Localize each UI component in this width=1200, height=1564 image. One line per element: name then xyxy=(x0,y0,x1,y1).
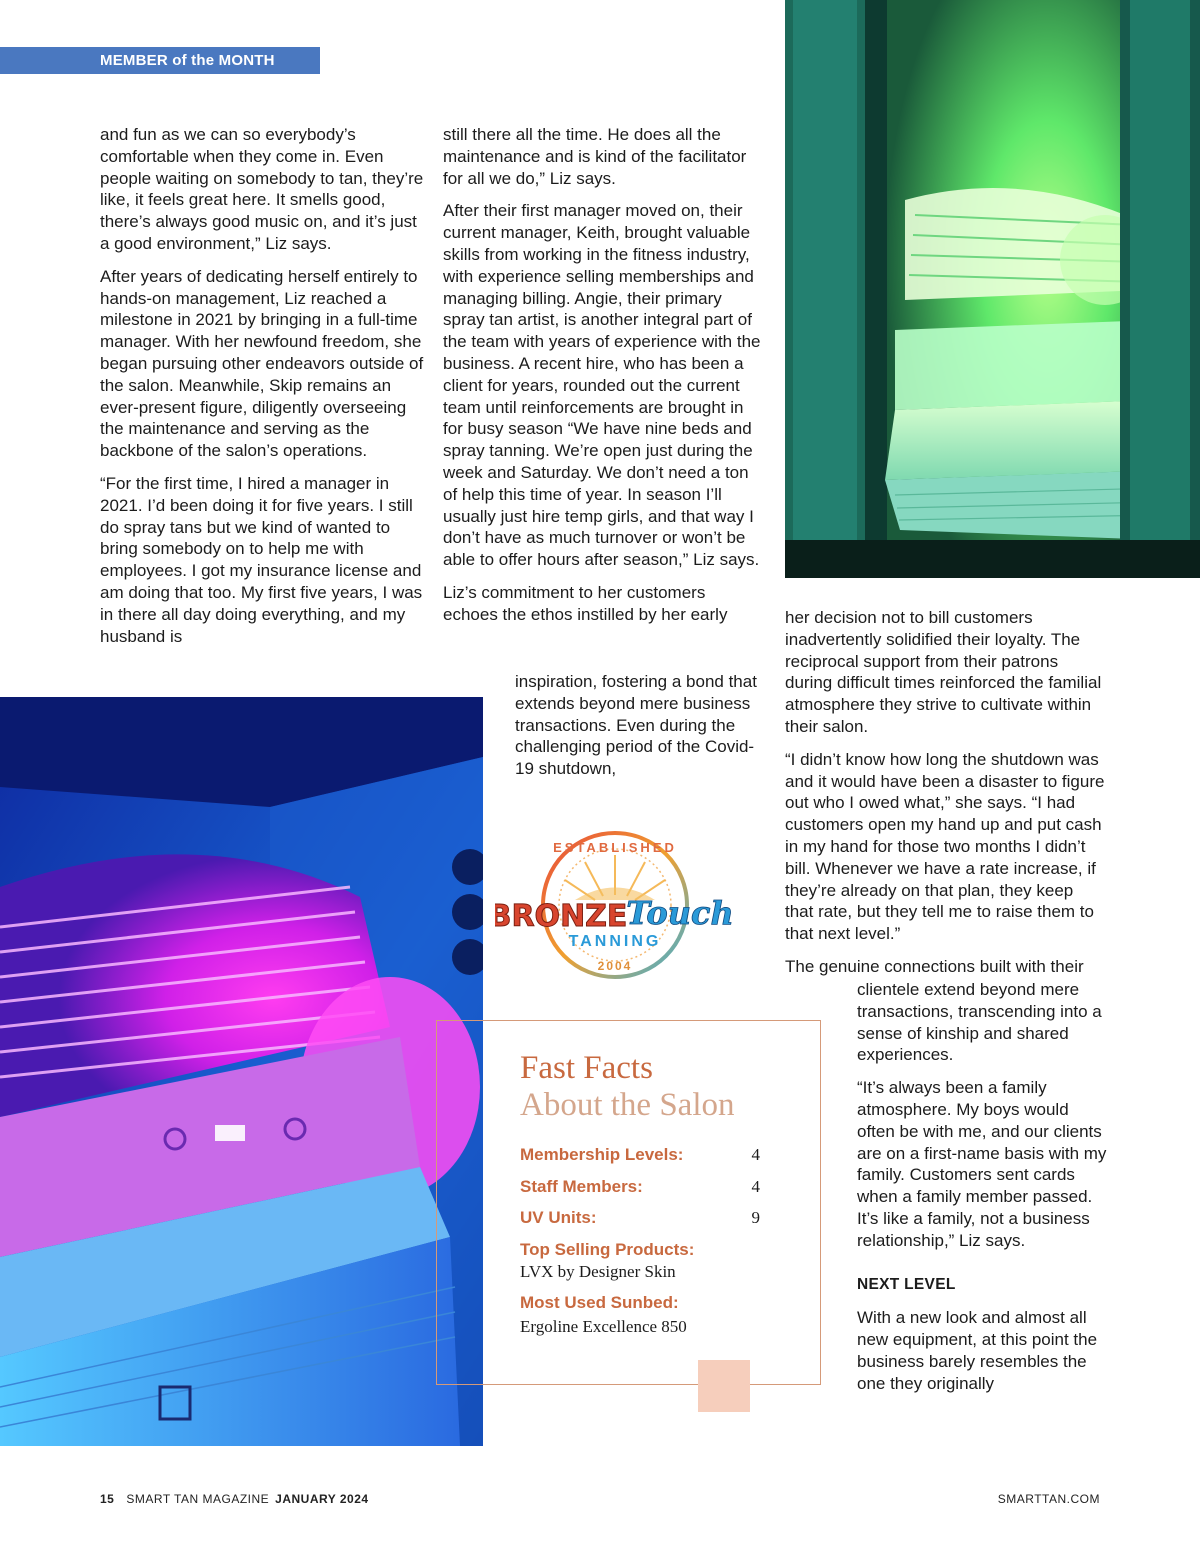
subheading-next-level: NEXT LEVEL xyxy=(857,1275,956,1293)
paragraph: “It’s always been a family atmosphere. My boys would often be with me, and our clients are on a first-name basis with my family. Customers sent cards when a family member passed. It’s like a family, not a business relationship,” Liz says. xyxy=(857,1078,1107,1250)
paragraph: After years of dedicating herself entirely to hands-on management, Liz reached a milestone in 2021 by bringing in a full-time manager. With her newfound freedom, she began pursuing other endeavors outside of the salon. Meanwhile, Skip remains an ever-present figure, diligently overseeing the maintenance and serving as the backbone of the salon’s operations. xyxy=(100,266,424,461)
logo-name-touch: Touch xyxy=(626,894,734,932)
paragraph: and fun as we can so everybody’s comfortable when they come in. Even people waiting on somebody to tan, they’re like, it feels great here. It smells good, there’s always good music on, and it’s just a good environment,” Liz says. xyxy=(100,125,424,253)
footer-site-link[interactable]: SMARTTAN.COM xyxy=(997,1492,1100,1506)
fast-facts-title xyxy=(520,1050,734,1124)
paragraph: still there all the time. He does all the maintenance and is kind of the facilitator for all we do,” Liz says. xyxy=(443,125,747,188)
fact-label: Top Selling Products: xyxy=(520,1240,695,1259)
fact-top-selling-products xyxy=(520,1240,760,1260)
paragraph: After their first manager moved on, their current manager, Keith, brought valuable skills from working in the fitness industry, with experience selling memberships and managing billing. Angie, their primary spray tan artist, is another integral part of the team with years of experience with the business. A recent hire, who has been a client for years, rounded out the current team until reinforcements are brought in for busy season “We have nine beds and spray tanning. We’re open just during the week and Saturday. We don’t need a ton of help this time of year. In season I’ll usually just hire temp girls, and that way I don’t have as much turnover or won’t be able to offer hours after season,” Liz says. xyxy=(443,201,761,570)
paragraph: her decision not to bill customers inadvertently solidified their loyalty. The reciprocal support from their patrons during difficult times reinforced the familial atmosphere they strive to cultivate within their salon. xyxy=(785,608,1102,736)
fast-facts-heading: Fast Facts xyxy=(520,1050,653,1086)
magazine-name: SMART TAN MAGAZINE xyxy=(126,1492,270,1506)
fact-membership-levels xyxy=(520,1145,760,1165)
section-label: MEMBER of the MONTH xyxy=(100,52,275,69)
logo-year: 2004 xyxy=(597,959,633,973)
fact-value: 4 xyxy=(751,1145,760,1164)
paragraph: inspiration, fostering a bond that extends beyond mere business transactions. Even during the challenging period of the Covid-19 shutdown, xyxy=(515,672,757,779)
purple-tanning-bed-photo xyxy=(0,697,483,1446)
paragraph: “I didn’t know how long the shutdown was and it would have been a disaster to figure out who I owed what,” she says. “I had customers open my hand up and put cash in my hand for those two months I didn’t bill. Whenever we have a rate increase, if they’re already on that plan, they keep that rate, but they tell me to raise them to that next level.” xyxy=(785,749,1105,944)
footer-left xyxy=(100,1492,369,1506)
paragraph: Liz’s commitment to her customers echoes the ethos instilled by her early xyxy=(443,582,728,624)
page-number: 15 xyxy=(100,1492,115,1506)
fact-most-used-sunbed xyxy=(520,1293,760,1313)
issue-date: JANUARY 2024 xyxy=(275,1492,369,1506)
fact-value: 9 xyxy=(751,1208,760,1227)
paragraph: clientele extend beyond mere transactions, transcending into a sense of kinship and shared experiences. xyxy=(857,980,1102,1065)
fast-facts-subheading: About the Salon xyxy=(520,1087,735,1123)
article-column-2-continued xyxy=(515,671,765,791)
fact-uv-units xyxy=(520,1208,760,1228)
fact-label: Most Used Sunbed: xyxy=(520,1293,679,1312)
article-column-1 xyxy=(100,124,425,658)
decorative-square xyxy=(698,1360,750,1412)
article-column-2 xyxy=(443,124,763,626)
article-column-3 xyxy=(785,607,1105,978)
fact-top-selling-value: LVX by Designer Skin xyxy=(520,1262,676,1281)
logo-established: ESTABLISHED xyxy=(553,840,677,855)
paragraph: With a new look and almost all new equipment, at this point the business barely resembles the one they originally xyxy=(857,1308,1098,1393)
fact-most-used-sunbed-value: Ergoline Excellence 850 xyxy=(520,1317,687,1336)
paragraph: The genuine connections built with their xyxy=(785,956,1084,976)
green-tanning-bed-photo xyxy=(785,0,1200,578)
article-column-3-continued xyxy=(857,979,1107,1406)
paragraph: “For the first time, I hired a manager in 2021. I’d been doing it for five years. I still do spray tans but we kind of wanted to bring somebody on to help me with employees. I got my insurance license and am doing that too. My first five years, I was in there all day doing everything, and my husband is xyxy=(100,473,423,646)
fact-staff-members xyxy=(520,1177,760,1197)
logo-name-bronze: BRONZE xyxy=(495,899,628,934)
section-tab xyxy=(0,47,320,74)
fact-value: 4 xyxy=(751,1177,760,1196)
logo-tanning: TANNING xyxy=(568,933,662,950)
bronze-touch-logo xyxy=(495,820,757,1000)
fact-label: Staff Members: xyxy=(520,1177,643,1196)
fact-label: Membership Levels: xyxy=(520,1145,684,1164)
fact-label: UV Units: xyxy=(520,1208,597,1227)
